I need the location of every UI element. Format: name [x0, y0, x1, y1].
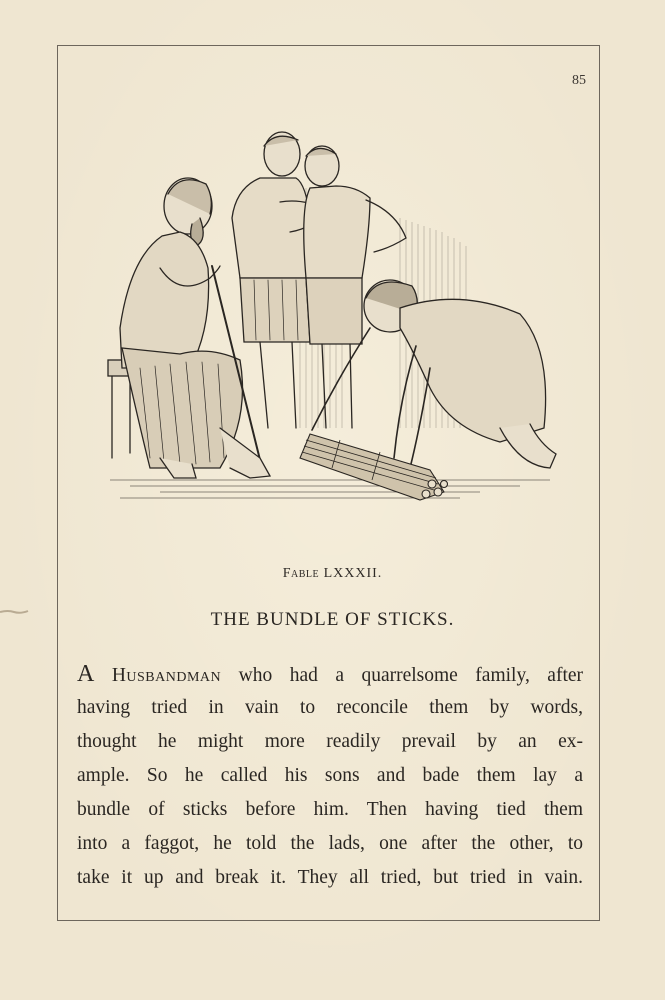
fable-numeral: LXXXII.	[323, 566, 383, 581]
drop-cap: A	[77, 661, 95, 687]
body-line-4: ample. So he called his sons and bade them lay a	[77, 765, 583, 786]
body-line-1-text: who had a quarrelsome family, after	[238, 665, 584, 686]
body-line-1	[77, 657, 583, 691]
body-line-2: having tried in vain to reconcile them by words,	[77, 697, 583, 718]
body-line-6: into a faggot, he told the lads, one after the other, to	[77, 833, 583, 854]
page-number: 85	[572, 73, 586, 88]
smallcaps-word: Husbandman	[111, 665, 222, 686]
fable-body	[77, 657, 583, 895]
fable-title: THE BUNDLE OF STICKS.	[210, 609, 455, 630]
body-line-3: thought he might more readily prevail by an ex-	[77, 731, 583, 752]
fable-number	[0, 566, 665, 582]
fable-label: Fable	[282, 566, 320, 581]
body-line-7: take it up and break it. They all tried, but tried in vain.	[77, 867, 583, 888]
body-line-5: bundle of sticks before him. Then having tied them	[77, 799, 583, 820]
fable-illustration	[100, 128, 570, 518]
